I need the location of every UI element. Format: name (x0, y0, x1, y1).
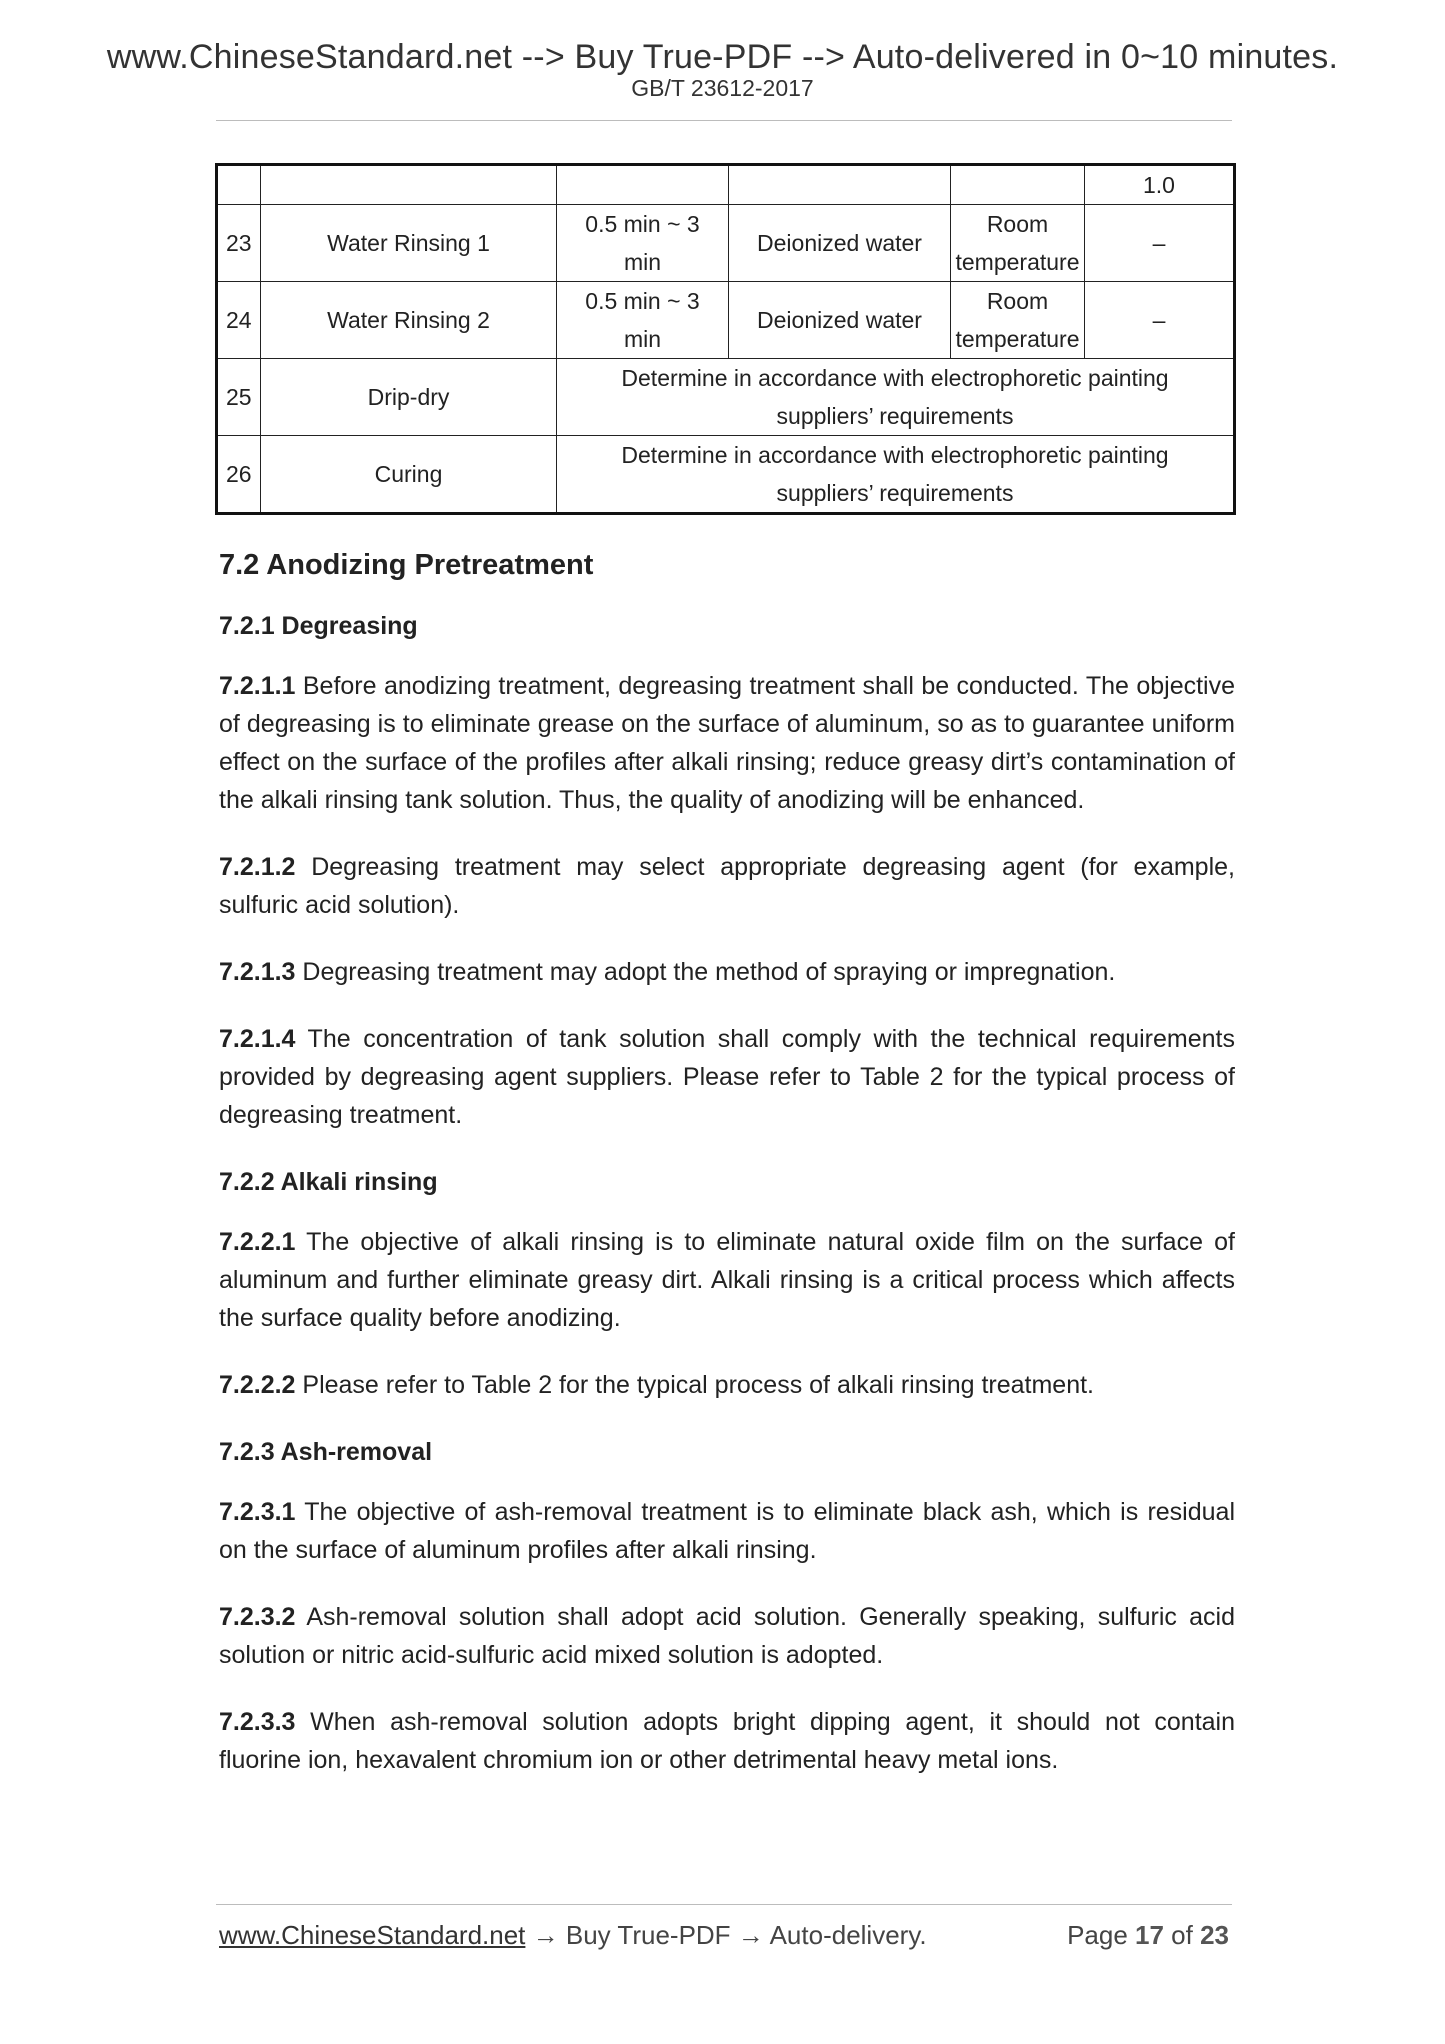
clause-text: When ash-removal solution adopts bright dipping agent, it should not contain fluorine ion, hexavalent chromium ion or other detrimental heavy metal ions. (219, 1708, 1235, 1774)
step-requirement (557, 359, 1234, 436)
clause-text: The concentration of tank solution shall comply with the technical requirements provided by degreasing agent suppliers. Please refer to Table 2 for the typical process of degreasing treatment. (219, 1025, 1235, 1129)
clause-number: 7.2.2.1 (219, 1228, 296, 1256)
table-cell (218, 166, 261, 205)
step-last: – (1085, 282, 1234, 359)
clause-number: 7.2.1.1 (219, 672, 296, 700)
footer-divider (216, 1904, 1232, 1905)
clause-text: The objective of alkali rinsing is to eliminate natural oxide film on the surface of aluminum and further eliminate greasy dirt. Alkali rinsing is a critical process which affects the surface quality before anodizing. (219, 1228, 1235, 1332)
paragraph (219, 1366, 1235, 1404)
table-cell (951, 166, 1085, 205)
footer-site-link[interactable]: www.ChineseStandard.net (219, 1920, 526, 1950)
step-time-line2: min (623, 326, 662, 352)
step-time (557, 282, 729, 359)
step-temp-line2: temperature (955, 249, 1080, 275)
subsection-title: 7.2.2 Alkali rinsing (219, 1168, 438, 1196)
step-medium: Deionized water (729, 282, 951, 359)
table-cell (261, 166, 557, 205)
step-time (557, 205, 729, 282)
clause-number: 7.2.1.3 (219, 958, 296, 986)
of-label: of (1163, 1920, 1201, 1950)
clause-text: Degreasing treatment may adopt the method of spraying or impregnation. (295, 958, 1116, 986)
step-name: Drip-dry (261, 359, 557, 436)
requirement-line1: Determine in accordance with electrophoretic painting (621, 365, 1169, 391)
table-row (218, 282, 1234, 359)
standard-code: GB/T 23612-2017 (631, 75, 814, 101)
table-cell (729, 166, 951, 205)
footer-buy-text: → Buy True-PDF (525, 1920, 738, 1950)
header-divider (216, 120, 1232, 121)
paragraph (219, 848, 1235, 924)
clause-number: 7.2.3.3 (219, 1708, 296, 1736)
footer-delivery-text: → Auto-delivery. (737, 1920, 927, 1950)
clause-number: 7.2.1.4 (219, 1025, 296, 1053)
paragraph (219, 1223, 1235, 1337)
step-requirement (557, 436, 1234, 513)
requirement-line1: Determine in accordance with electrophoretic painting (621, 442, 1169, 468)
step-number: 25 (218, 359, 261, 436)
table-row (218, 436, 1234, 513)
step-time-line1: 0.5 min ~ 3 (585, 288, 700, 314)
clause-text: Please refer to Table 2 for the typical process of alkali rinsing treatment. (295, 1371, 1095, 1399)
step-temp-line2: temperature (955, 326, 1080, 352)
section-title: 7.2 Anodizing Pretreatment (219, 549, 594, 581)
subsection-title: 7.2.3 Ash-removal (219, 1438, 433, 1466)
step-number: 26 (218, 436, 261, 513)
clause-number: 7.2.3.2 (219, 1603, 296, 1631)
page-footer (219, 1920, 1229, 1960)
step-name: Curing (261, 436, 557, 513)
paragraph (219, 1493, 1235, 1569)
clause-number: 7.2.1.2 (219, 853, 296, 881)
step-number: 24 (218, 282, 261, 359)
clause-number: 7.2.2.2 (219, 1371, 296, 1399)
paragraph (219, 953, 1235, 991)
paragraph (219, 1020, 1235, 1134)
table-cell (557, 166, 729, 205)
step-time-line2: min (623, 249, 662, 275)
requirement-line2: suppliers’ requirements (776, 480, 1014, 506)
paragraph (219, 1703, 1235, 1779)
step-time-line1: 0.5 min ~ 3 (585, 211, 700, 237)
page-indicator (1067, 1920, 1229, 1951)
step-name: Water Rinsing 2 (261, 282, 557, 359)
document-body (219, 545, 1235, 1808)
page-label: Page (1067, 1920, 1136, 1950)
clause-text: The objective of ash-removal treatment is to eliminate black ash, which is residual on the surface of aluminum profiles after alkali rinsing. (219, 1498, 1235, 1564)
step-temperature (951, 282, 1085, 359)
table-row (218, 359, 1234, 436)
step-name: Water Rinsing 1 (261, 205, 557, 282)
step-number: 23 (218, 205, 261, 282)
step-medium: Deionized water (729, 205, 951, 282)
table-row (218, 205, 1234, 282)
step-last: – (1085, 205, 1234, 282)
paragraph (219, 1598, 1235, 1674)
table-cell: 1.0 (1085, 166, 1234, 205)
step-temperature (951, 205, 1085, 282)
page-total: 23 (1200, 1920, 1229, 1950)
page-number: 17 (1135, 1920, 1164, 1950)
subsection-title: 7.2.1 Degreasing (219, 612, 418, 640)
requirement-line2: suppliers’ requirements (776, 403, 1014, 429)
process-table (217, 165, 1234, 513)
table-row (218, 166, 1234, 205)
clause-text: Degreasing treatment may select appropriate degreasing agent (for example, sulfuric acid solution). (219, 853, 1235, 919)
step-temp-line1: Room (986, 211, 1049, 237)
clause-number: 7.2.3.1 (219, 1498, 296, 1526)
clause-text: Ash-removal solution shall adopt acid solution. Generally speaking, sulfuric acid solution or nitric acid-sulfuric acid mixed solution is adopted. (219, 1603, 1235, 1669)
paragraph (219, 667, 1235, 819)
footer-links (219, 1920, 927, 1951)
step-temp-line1: Room (986, 288, 1049, 314)
top-banner[interactable]: www.ChineseStandard.net --> Buy True-PDF --> Auto-delivered in 0~10 minutes. (106, 38, 1339, 76)
clause-text: Before anodizing treatment, degreasing treatment shall be conducted. The objective of degreasing is to eliminate grease on the surface of aluminum, so as to guarantee uniform effect on the surface of the profiles after alkali rinsing; reduce greasy dirt’s contamination of the alkali rinsing tank solution. Thus, the quality of anodizing will be enhanced. (219, 672, 1235, 814)
